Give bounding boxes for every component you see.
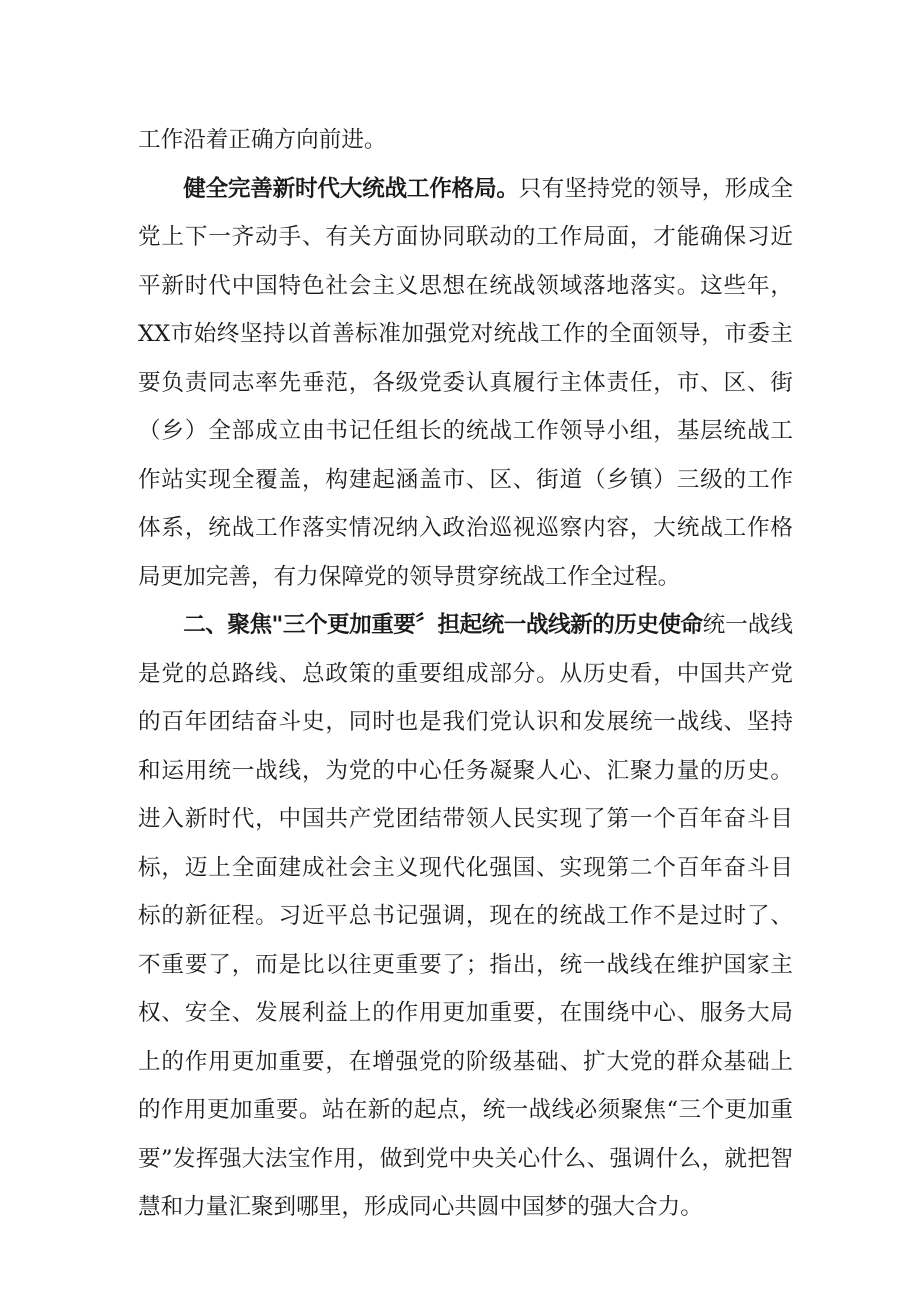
paragraph-body: 统一战线是党的总路线、总政策的重要组成部分。从历史看，中国共产党的百年团结奋斗史，同时也是我们党认识和发展统一战线、坚持和运用统一战线，为党的中心任务凝聚人心、汇聚力量的历史。进入新时代，中国共产党团结带领人民实现了第一个百年奋斗目标，迈上全面建成社会主义现代化强国、实现第二个百年奋斗目标的新征程。习近平总书记强调，现在的统战工作不是过时了、不重要了，而是比以往更重要了；指出，统一战线在维护国家主权、安全、发展利益上的作用更加重要，在围绕中心、服务大局上的作用更加重要，在增强党的阶级基础、扩大党的群众基础上的作用更加重要。站在新的起点，统一战线必须聚焦“三个更加重要”发挥强大法宝作用，做到党中央关心什么、强调什么，就把智慧和力量汇聚到哪里，形成同心共圆中国梦的强大合力。 [138, 612, 793, 1220]
paragraph-section-two [138, 601, 793, 1232]
document-page [138, 116, 793, 1232]
paragraph-continuation: 工作沿着正确方向前进。 [138, 127, 387, 153]
paragraph-heading: 健全完善新时代大统战工作格局。 [183, 175, 519, 202]
section-heading: 二、聚焦"三个更加重要〞担起统一战线新的历史使命 [183, 612, 703, 638]
paragraph-body: 只有坚持党的领导，形成全党上下一齐动手、有关方面协同联动的工作局面，才能确保习近平新时代中国特色社会主义思想在统战领域落地落实。这些年，XX市始终坚持以首善标准加强党对统战工作的全面领导，市委主要负责同志率先垂范，各级党委认真履行主体责任，市、区、街（乡）全部成立由书记任组长的统战工作领导小组，基层统战工作站实现全覆盖，构建起涵盖市、区、街道（乡镇）三级的工作体系，统战工作落实情况纳入政治巡视巡察内容，大统战工作格局更加完善，有力保障党的领导贯穿统战工作全过程。 [138, 175, 794, 590]
paragraph-leadership-structure [138, 165, 793, 602]
